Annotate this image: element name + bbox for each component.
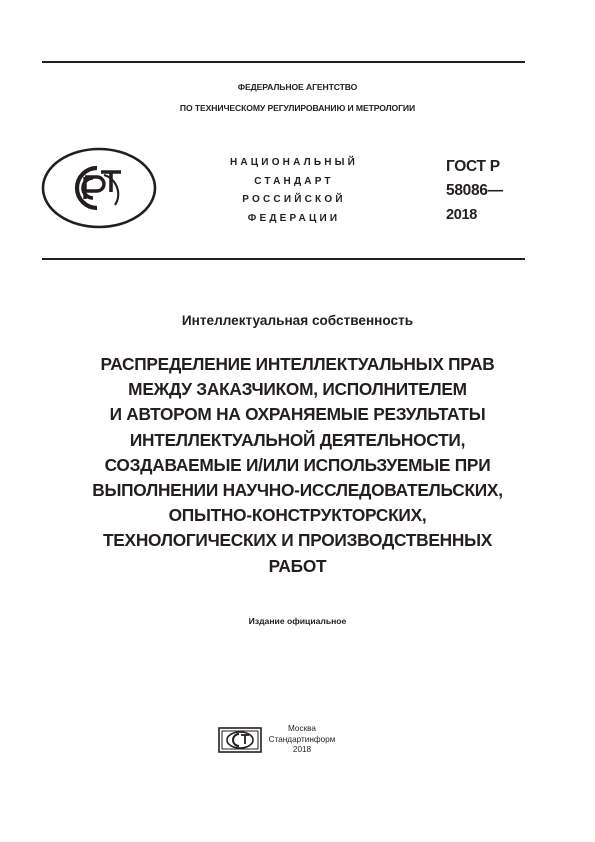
title-line: РАСПРЕДЕЛЕНИЕ ИНТЕЛЛЕКТУАЛЬНЫХ ПРАВ xyxy=(100,354,495,374)
rst-emblem-icon xyxy=(41,147,157,229)
agency-name-line-1: ФЕДЕРАЛЬНОЕ АГЕНТСТВО xyxy=(237,82,358,92)
title-line: ИНТЕЛЛЕКТУАЛЬНОЙ ДЕЯТЕЛЬНОСТИ, xyxy=(129,429,466,450)
document-subject: Интеллектуальная собственность xyxy=(181,313,414,328)
publisher-name: Стандартинформ xyxy=(268,734,336,744)
title-line: И АВТОРОМ НА ОХРАНЯЕМЫЕ РЕЗУЛЬТАТЫ xyxy=(109,404,486,425)
standard-type-line: СТАНДАРТ xyxy=(254,175,334,187)
middle-rule xyxy=(42,258,525,260)
title-line: ОПЫТНО-КОНСТРУКТОРСКИХ, xyxy=(168,505,427,526)
standard-type-block xyxy=(214,154,374,228)
designation-number: 58086— xyxy=(446,182,503,199)
agency-name-line-2: ПО ТЕХНИЧЕСКОМУ РЕГУЛИРОВАНИЮ И МЕТРОЛОГИИ xyxy=(179,103,416,113)
top-rule xyxy=(42,61,525,63)
publisher-city: Москва xyxy=(288,724,316,733)
title-line: ТЕХНОЛОГИЧЕСКИХ И ПРОИЗВОДСТВЕННЫХ xyxy=(102,530,493,551)
standard-designation xyxy=(446,155,536,227)
title-line: РАБОТ xyxy=(268,555,327,576)
edition-note: Издание официальное xyxy=(248,616,347,626)
title-line: СОЗДАВАЕМЫЕ И/ИЛИ ИСПОЛЬЗУЕМЫЕ ПРИ xyxy=(104,454,491,475)
title-line: ВЫПОЛНЕНИИ НАУЧНО-ИССЛЕДОВАТЕЛЬСКИХ, xyxy=(92,480,503,501)
title-line: МЕЖДУ ЗАКАЗЧИКОМ, ИСПОЛНИТЕЛЕМ xyxy=(128,379,467,400)
standard-type-line: РОССИЙСКОЙ xyxy=(242,194,346,205)
publisher-year: 2018 xyxy=(292,745,312,754)
document-title xyxy=(40,352,555,579)
publisher-info xyxy=(262,724,342,756)
standard-type-line: ФЕДЕРАЦИИ xyxy=(247,212,341,224)
designation-year: 2018 xyxy=(446,207,478,223)
standard-type-line: НАЦИОНАЛЬНЫЙ xyxy=(229,157,359,168)
standartinform-logo-icon xyxy=(218,727,262,753)
designation-prefix: ГОСТ Р xyxy=(446,158,500,175)
